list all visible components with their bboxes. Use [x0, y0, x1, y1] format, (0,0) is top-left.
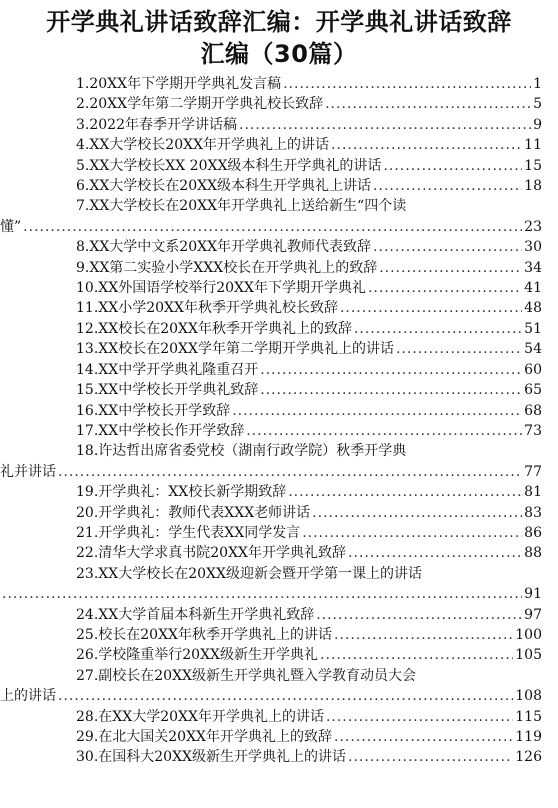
dot-leader — [23, 217, 522, 237]
toc-page-number: 54 — [524, 341, 542, 358]
toc-entry-title: 4.XX大学校长20XX年开学典礼上的讲话 — [76, 137, 330, 154]
toc-entry-title-continued: 礼并讲话 — [0, 463, 56, 480]
toc-page-number: 86 — [524, 524, 542, 541]
toc-entry-title: 5.XX大学校长XX 20XX级本科生开学典礼的讲话 — [76, 157, 382, 174]
dot-leader — [316, 605, 522, 625]
dot-leader — [288, 482, 522, 502]
toc-page-number: 11 — [524, 137, 542, 154]
toc-entry-title: 10.XX外国语学校举行20XX年下学期开学典礼 — [76, 280, 366, 297]
toc-entry-title: 17.XX中学校长作开学致辞 — [76, 422, 245, 439]
toc-page-number: 105 — [515, 647, 542, 664]
toc-page-number: 18 — [524, 178, 542, 195]
dot-leader — [2, 584, 522, 604]
toc-page-number: 23 — [524, 218, 542, 235]
toc-page-number: 97 — [524, 606, 542, 623]
toc-entry[interactable] — [36, 298, 542, 318]
toc-page-number: 65 — [524, 382, 542, 399]
toc-entry[interactable] — [36, 380, 542, 400]
toc-entry[interactable] — [36, 319, 542, 339]
toc-page-number: 68 — [524, 402, 542, 419]
toc-entry-title: 27.副校长在20XX级新生开学典礼暨入学教育动员大会 — [76, 667, 417, 684]
toc-page-number: 81 — [524, 484, 542, 501]
toc-page-number: 91 — [524, 586, 542, 603]
toc-page-number: 5 — [533, 96, 542, 113]
toc-entry[interactable] — [0, 666, 542, 707]
toc-entry-title: 1.20XX年下学期开学典礼发言稿 — [76, 76, 282, 92]
dot-leader — [383, 156, 522, 176]
dot-leader — [260, 380, 522, 400]
toc-entry-title: 26.学校隆重举行20XX级新生开学典礼 — [76, 647, 319, 664]
toc-entry[interactable] — [36, 645, 542, 665]
toc-entry-title: 24.XX大学首届本科新生开学典礼致辞 — [76, 606, 315, 623]
dot-leader — [260, 360, 522, 380]
dot-leader — [232, 401, 522, 421]
toc-entry-title: 25.校长在20XX年秋季开学典礼上的讲话 — [76, 626, 333, 643]
toc-entry-title: 20.开学典礼：教师代表XXX老师讲话 — [76, 504, 311, 521]
dot-leader — [368, 278, 522, 298]
toc-entry-title: 22.清华大学求真书院20XX年开学典礼致辞 — [76, 545, 347, 562]
toc-entry-title: 15.XX中学校长开学典礼致辞 — [76, 382, 259, 399]
toc-entry-title: 3.2022年春季开学讲话稿 — [76, 116, 237, 133]
toc-page-number: 108 — [515, 688, 542, 705]
dot-leader — [348, 543, 522, 563]
toc-entry-title: 16.XX中学校长开学致辞 — [76, 402, 231, 419]
toc-page-number: 41 — [524, 280, 542, 297]
toc-page-number: 77 — [524, 463, 542, 480]
toc-entry[interactable] — [36, 360, 542, 380]
toc-entry[interactable] — [36, 278, 542, 298]
dot-leader — [331, 135, 522, 155]
dot-leader — [340, 298, 522, 318]
toc-entry[interactable] — [0, 196, 542, 237]
dot-leader — [373, 176, 522, 196]
toc-entry-title: 19.开学典礼：XX校长新学期致辞 — [76, 484, 287, 501]
toc-entry[interactable] — [36, 564, 542, 605]
toc-entry[interactable] — [36, 74, 542, 94]
dot-leader — [325, 94, 531, 114]
toc-page-number: 88 — [524, 545, 542, 562]
toc-page-number: 1 — [533, 76, 542, 92]
toc-entry-title: 14.XX中学开学典礼隆重召开 — [76, 361, 259, 378]
toc-entry[interactable] — [0, 441, 542, 482]
toc-entry[interactable] — [36, 503, 542, 523]
toc-entry-title: 21.开学典礼：学生代表XX同学发言 — [76, 524, 301, 541]
toc-entry[interactable] — [36, 115, 542, 135]
toc-entry-title: 6.XX大学校长在20XX级本科生开学典礼上讲话 — [76, 178, 372, 195]
toc-entry-title: 18.许达哲出席省委党校（湖南行政学院）秋季开学典 — [76, 443, 407, 460]
toc-entry[interactable] — [36, 523, 542, 543]
toc-page-number: 48 — [524, 300, 542, 317]
toc-page-number: 115 — [515, 708, 542, 725]
toc-entry[interactable] — [36, 156, 542, 176]
toc-entry-title-continued: 懂” — [0, 218, 22, 235]
toc-entry[interactable] — [36, 482, 542, 502]
toc-page-number: 73 — [524, 422, 542, 439]
toc-page-number: 126 — [515, 749, 542, 766]
dot-leader — [354, 319, 522, 339]
dot-leader — [396, 339, 522, 359]
toc-entry-title: 7.XX大学校长在20XX年开学典礼上送给新生“四个读 — [76, 198, 407, 215]
dot-leader — [320, 645, 513, 665]
toc-page-number: 30 — [524, 239, 542, 256]
toc-page-number: 83 — [524, 504, 542, 521]
dot-leader — [239, 115, 531, 135]
toc-entry[interactable] — [36, 94, 542, 114]
toc-entry[interactable] — [36, 135, 542, 155]
dot-leader — [302, 523, 522, 543]
dot-leader — [283, 74, 531, 94]
dot-leader — [312, 503, 522, 523]
title-line-1: 开学典礼讲话致辞汇编：开学典礼讲话致辞 — [46, 8, 512, 36]
toc-entry[interactable] — [36, 176, 542, 196]
toc-page-number: 100 — [515, 626, 542, 643]
dot-leader — [373, 237, 522, 257]
toc-page-number: 15 — [524, 157, 542, 174]
toc-entry-title: 13.XX校长在20XX学年第二学期开学典礼上的讲话 — [76, 341, 394, 358]
toc-entry-title: 12.XX校长在20XX年秋季开学典礼上的致辞 — [76, 320, 352, 337]
toc-entry-title: 2.20XX学年第二学期开学典礼校长致辞 — [76, 96, 324, 113]
dot-leader — [348, 747, 513, 767]
toc-entry[interactable] — [36, 339, 542, 359]
toc-entry[interactable] — [36, 747, 542, 767]
toc-entry[interactable] — [36, 625, 542, 645]
toc-entry[interactable] — [36, 421, 542, 441]
toc-page-number: 60 — [524, 361, 542, 378]
toc-page-number: 34 — [524, 259, 542, 276]
dot-leader — [379, 258, 522, 278]
toc-entry-title: 30.在国科大20XX级新生开学典礼上的讲话 — [76, 749, 347, 766]
table-of-contents — [0, 74, 542, 768]
dot-leader — [334, 727, 513, 747]
toc-entry-title: 23.XX大学校长在20XX级迎新会暨开学第一课上的讲话 — [76, 565, 422, 582]
toc-entry[interactable] — [36, 727, 542, 747]
toc-entry-title-continued: 上的讲话 — [0, 688, 56, 705]
toc-entry[interactable] — [36, 258, 542, 278]
document-title — [16, 6, 542, 70]
toc-entry-title: 28.在XX大学20XX年开学典礼上的讲话 — [76, 708, 324, 725]
toc-entry[interactable] — [36, 543, 542, 563]
toc-entry[interactable] — [36, 237, 542, 257]
dot-leader — [326, 707, 513, 727]
dot-leader — [246, 421, 522, 441]
dot-leader — [58, 686, 513, 706]
title-line-2: 汇编（30篇） — [200, 40, 358, 68]
toc-page-number: 119 — [515, 729, 542, 745]
toc-entry-title: 29.在北大国关20XX年开学典礼上的致辞 — [76, 729, 333, 745]
toc-entry[interactable] — [36, 401, 542, 421]
toc-entry-title: 9.XX第二实验小学XXX校长在开学典礼上的致辞 — [76, 259, 378, 276]
toc-entry[interactable] — [36, 707, 542, 727]
toc-entry-title: 11.XX小学20XX年秋季开学典礼校长致辞 — [76, 300, 338, 317]
dot-leader — [334, 625, 513, 645]
toc-entry[interactable] — [36, 605, 542, 625]
dot-leader — [58, 462, 522, 482]
toc-page-number: 9 — [533, 116, 542, 133]
toc-page-number: 51 — [524, 320, 542, 337]
toc-entry-title: 8.XX大学中文系20XX年开学典礼教师代表致辞 — [76, 239, 372, 256]
